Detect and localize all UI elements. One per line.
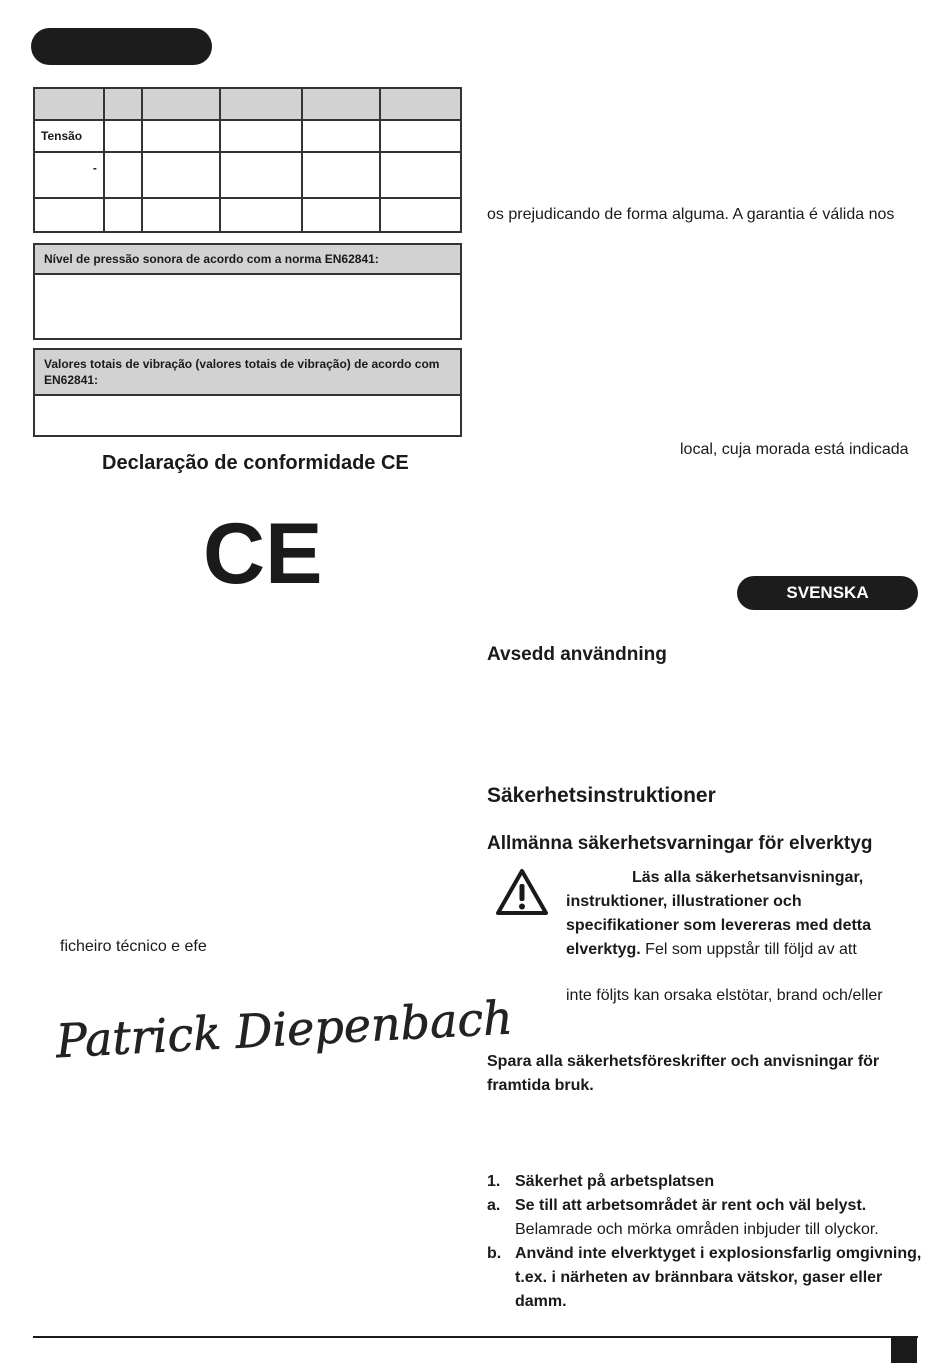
save-instructions-line-1: Spara alla säkerhetsföreskrifter och anvisningar för xyxy=(487,1053,880,1070)
list-text: Säkerhet på arbetsplatsen xyxy=(515,1173,715,1190)
table-cell xyxy=(142,88,221,120)
warning-line-4 xyxy=(566,938,857,962)
table-cell xyxy=(104,152,142,198)
table-cell xyxy=(380,198,461,232)
warning-line-5: inte följts kan orsaka elstötar, brand och/eller xyxy=(566,987,883,1004)
table-cell xyxy=(302,152,381,198)
list-item-b xyxy=(487,1242,927,1314)
table-cell xyxy=(380,88,461,120)
table-cell xyxy=(302,88,381,120)
table-cell xyxy=(220,198,302,232)
list-text-line-1: Använd inte elverktyget i explosionsfarlig omgivning, xyxy=(515,1245,922,1262)
table-cell xyxy=(104,88,142,120)
vibration-box xyxy=(33,348,462,437)
page-number-block xyxy=(891,1337,917,1363)
sound-pressure-box xyxy=(33,243,462,340)
table-cell xyxy=(104,120,142,152)
warning-line-1: Läs alla säkerhetsanvisningar, xyxy=(632,869,864,886)
spec-table xyxy=(33,87,462,233)
table-cell xyxy=(302,198,381,232)
list-text-bold: Se till att arbetsområdet är rent och väl belyst. xyxy=(515,1197,867,1214)
sound-pressure-title: Nível de pressão sonora de acordo com a norma EN62841: xyxy=(35,245,460,275)
language-badge-svenska: SVENSKA xyxy=(737,576,918,610)
declaration-heading: Declaração de conformidade CE xyxy=(102,452,409,474)
ce-mark-icon xyxy=(203,506,323,602)
signature xyxy=(52,990,514,1075)
save-instructions-line-2: framtida bruk. xyxy=(487,1077,594,1094)
general-warnings-heading: Allmänna säkerhetsvarningar för elverktyg xyxy=(487,833,873,854)
table-cell xyxy=(142,198,221,232)
vibration-title: Valores totais de vibração (valores totais de vibração) de acordo com EN62841: xyxy=(35,350,460,396)
address-line: local, cuja morada está indicada xyxy=(680,441,909,458)
list-label: b. xyxy=(487,1245,502,1262)
list-text-plain: Belamrade och mörka områden inbjuder till olyckor. xyxy=(515,1221,879,1238)
table-cell xyxy=(380,152,461,198)
table-cell xyxy=(34,198,104,232)
table-cell: - xyxy=(34,152,104,198)
warning-line-2: instruktioner, illustrationer och xyxy=(566,893,802,910)
signature-image: Patrick Diepenbach xyxy=(54,990,514,1069)
table-cell xyxy=(220,152,302,198)
footer-rule xyxy=(33,1336,918,1338)
table-cell xyxy=(380,120,461,152)
list-text-line-2: t.ex. i närheten av brännbara vätskor, gaser eller xyxy=(515,1269,883,1286)
warning-line-3: specifikationer som levereras med detta xyxy=(566,917,872,934)
intended-use-heading: Avsedd användning xyxy=(487,644,667,665)
warning-line-4-plain: Fel som uppstår till följd av att xyxy=(640,941,857,958)
table-cell xyxy=(220,88,302,120)
technical-file-text: ficheiro técnico e efe xyxy=(60,938,207,955)
list-label: a. xyxy=(487,1197,501,1214)
warning-line-4-bold: elverktyg. xyxy=(566,941,641,958)
warranty-line: os prejudicando de forma alguma. A garantia é válida nos xyxy=(487,206,895,223)
table-cell xyxy=(142,152,221,198)
safety-heading: Säkerhetsinstruktioner xyxy=(487,784,716,807)
warning-triangle-icon xyxy=(495,868,549,916)
list-item-a xyxy=(487,1194,927,1242)
language-badge-left xyxy=(31,28,212,65)
table-cell xyxy=(142,120,221,152)
table-cell-voltage: Tensão xyxy=(34,120,104,152)
table-cell xyxy=(34,88,104,120)
table-cell xyxy=(302,120,381,152)
table-cell xyxy=(104,198,142,232)
list-label: 1. xyxy=(487,1173,501,1190)
ce-mark-text: CE xyxy=(203,506,323,602)
table-cell xyxy=(220,120,302,152)
list-item-1 xyxy=(487,1170,927,1194)
list-text-line-3: damm. xyxy=(515,1293,567,1310)
